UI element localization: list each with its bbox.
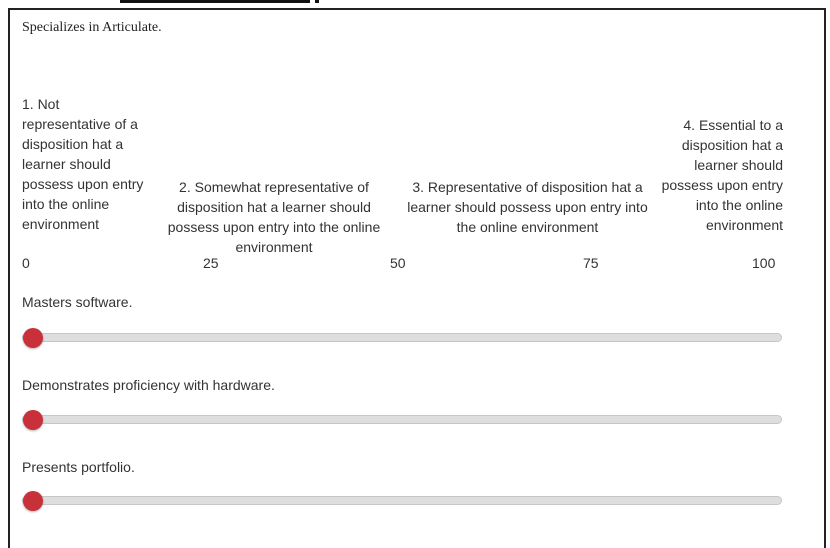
slider-track-software[interactable] (22, 333, 782, 342)
question-label-portfolio: Presents portfolio. (22, 459, 135, 475)
question-label-software: Masters software. (22, 294, 133, 310)
slider-track-hardware[interactable] (22, 415, 782, 424)
scale-label-3: 3. Representative of disposition hat a learner should possess upon entry into the online environment (407, 179, 648, 235)
slider-thumb-hardware[interactable] (23, 410, 43, 430)
slider-thumb-software[interactable] (23, 328, 43, 348)
scale-label-4: 4. Essential to a disposition hat a learner should possess upon entry into the online environment (661, 117, 783, 233)
tick-0: 0 (22, 255, 30, 271)
top-edge-fragment (120, 0, 310, 3)
tick-25: 25 (203, 255, 219, 271)
slider-thumb-portfolio[interactable] (23, 491, 43, 511)
top-edge-fragment-dot (315, 0, 319, 3)
tick-75: 75 (583, 255, 599, 271)
slider-track-portfolio[interactable] (22, 496, 782, 505)
scale-label-1: 1. Not representative of a disposition hat a learner should possess upon entry into the online environment (22, 96, 144, 232)
tick-100: 100 (752, 255, 776, 271)
question-heading: Specializes in Articulate. (22, 20, 162, 35)
question-label-hardware: Demonstrates proficiency with hardware. (22, 377, 275, 393)
tick-50: 50 (390, 255, 406, 271)
scale-label-2: 2. Somewhat representative of disposition hat a learner should possess upon entry into the online environment (167, 179, 381, 255)
